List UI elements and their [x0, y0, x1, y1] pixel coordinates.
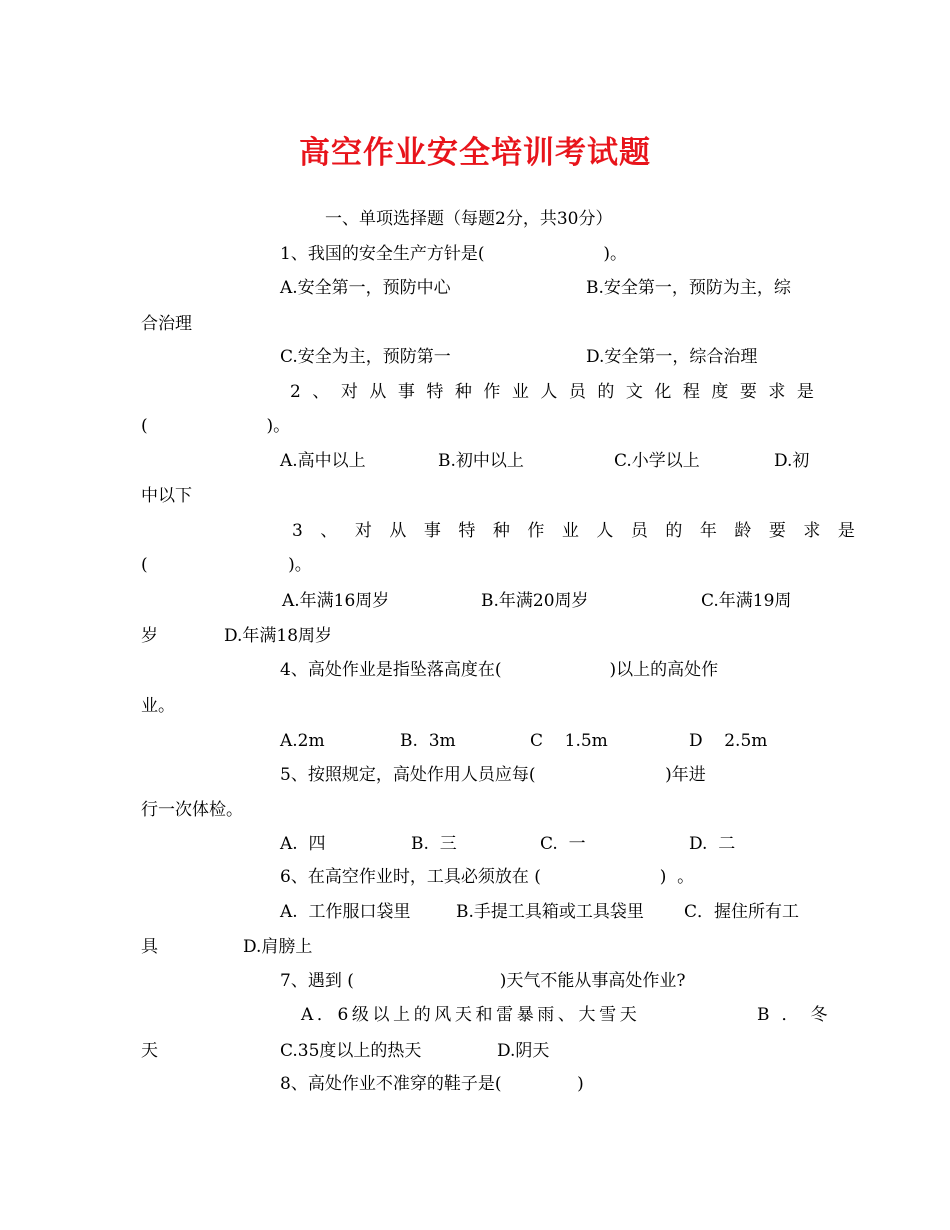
question-7-option-c: C.35度以上的热天	[280, 1041, 422, 1061]
question-5-option-b: B. 三	[411, 834, 457, 854]
question-7-option-b: B．冬	[757, 1005, 840, 1025]
question-3-stem: 3、对从事特种作业人员的年龄要求是	[292, 521, 873, 541]
question-1-option-b: B.安全第一，预防为主，综	[586, 278, 791, 298]
question-2-option-d-cont: 中以下	[141, 486, 192, 506]
question-4-option-d: D 2.5m	[689, 731, 768, 751]
question-5-option-d: D. 二	[689, 834, 736, 854]
question-2-option-c: C.小学以上	[614, 451, 700, 471]
question-3-option-d: D.年满18周岁	[224, 626, 333, 646]
question-1-option-b-cont: 合治理	[141, 314, 192, 334]
question-7-option-d: D.阴天	[497, 1041, 550, 1061]
question-4-option-b: B. 3m	[400, 731, 456, 751]
question-6-option-b: B.手提工具箱或工具袋里	[456, 902, 644, 922]
question-2-option-b: B.初中以上	[438, 451, 524, 471]
question-4-stem: 4、高处作业是指坠落高度在( )以上的高处作	[280, 660, 719, 680]
question-6-stem: 6、在高空作业时，工具必须放在 ( ) 。	[280, 867, 695, 887]
question-6-option-d: D.肩膀上	[243, 937, 313, 957]
question-5-option-a: A. 四	[280, 834, 326, 854]
question-1-option-a: A.安全第一，预防中心	[280, 278, 451, 298]
question-7-stem: 7、遇到 ( )天气不能从事高处作业?	[280, 971, 686, 991]
question-3-option-c: C.年满19周	[701, 591, 792, 611]
question-3-option-a: A.年满16周岁	[282, 591, 390, 611]
question-3-option-b: B.年满20周岁	[481, 591, 589, 611]
question-5-stem: 5、按照规定，高处作用人员应每( )年进	[280, 765, 706, 785]
question-7-option-b-cont: 天	[141, 1041, 158, 1061]
question-2-option-d: D.初	[774, 451, 810, 471]
question-6-option-c-cont: 具	[141, 937, 158, 957]
question-2-option-a: A.高中以上	[280, 451, 366, 471]
page-title: 高空作业安全培训考试题	[299, 135, 651, 171]
question-5-stem-cont: 行一次体检。	[141, 800, 243, 820]
question-5-option-c: C. 一	[540, 834, 586, 854]
question-4-option-c: C 1.5m	[530, 731, 608, 751]
question-1-option-c: C.安全为主，预防第一	[280, 347, 451, 367]
question-7-option-a: A．6级以上的风天和雷暴雨、大雪天	[301, 1005, 641, 1025]
section-heading: 一、单项选择题（每题2分，共30分）	[325, 209, 613, 229]
question-2-stem: 2、对从事特种作业人员的文化程度要求是	[290, 382, 826, 402]
question-1-option-d: D.安全第一，综合治理	[586, 347, 758, 367]
question-6-option-c: C．握住所有工	[684, 902, 800, 922]
question-2-stem-cont: ( )。	[141, 416, 291, 436]
question-6-option-a: A. 工作服口袋里	[280, 902, 411, 922]
question-3-option-c-cont: 岁	[141, 626, 158, 646]
question-3-stem-cont: ( )。	[141, 555, 312, 575]
question-8-stem: 8、高处作业不准穿的鞋子是( )	[280, 1074, 584, 1094]
question-4-option-a: A.2m	[280, 731, 325, 751]
question-4-stem-cont: 业。	[141, 696, 175, 716]
question-1-stem: 1、我国的安全生产方针是( )。	[280, 244, 627, 264]
